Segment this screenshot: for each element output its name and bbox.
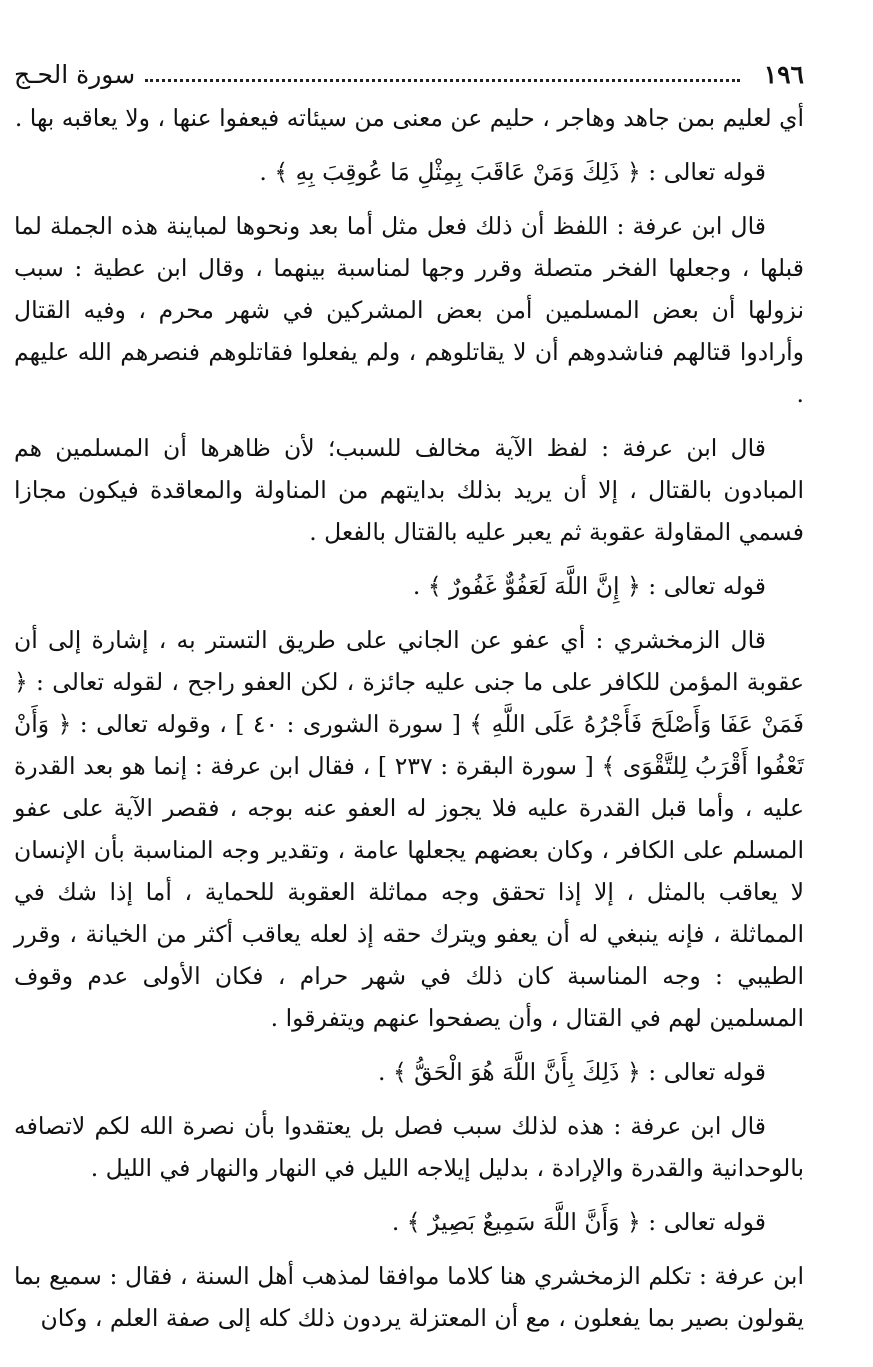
verse-heading-3: قوله تعالى : ﴿ ذَلِكَ بِأَنَّ اللَّهَ هُوَ الْحَقُّ ﴾ . <box>378 1058 766 1086</box>
header-dotted-rule <box>145 79 740 82</box>
page-number: ١٩٦ <box>763 59 804 89</box>
surah-title: سورة الحـج <box>14 59 136 89</box>
paragraph-5: قال ابن عرفة : هذه لذلك سبب فصل بل يعتقدوا بأن نصرة الله لكم لاتصافه بالوحدانية والقدرة والإرادة ، بدليل إيلاجه الليل في النهار والنهار في الليل . <box>14 1112 804 1182</box>
paragraph-3: قال ابن عرفة : لفظ الآية مخالف للسبب؛ لأن ظاهرها أن المسلمين هم المبادون بالقتال ، إلا أن يريد بذلك بدايتهم من المناولة والمعاقدة فيكون مجازا فسمي المقاولة عقوبة ثم يعبر عليه بالقتال بالفعل . <box>14 434 804 546</box>
paragraph-1: أي لعليم بمن جاهد وهاجر ، حليم عن معنى من سيئاته فيعفوا عنها ، ولا يعاقبه بها . <box>14 104 804 132</box>
verse-heading-2: قوله تعالى : ﴿ إِنَّ اللَّهَ لَعَفُوٌّ غَفُورٌ ﴾ . <box>412 572 766 600</box>
verse-heading-1: قوله تعالى : ﴿ ذَلِكَ وَمَنْ عَاقَبَ بِمِثْلِ مَا عُوقِبَ بِهِ ﴾ . <box>259 158 766 186</box>
paragraph-2: قال ابن عرفة : اللفظ أن ذلك فعل مثل أما بعد ونحوها لمباينة هذه الجملة لما قبلها ، وجعلها الفخر متصلة وقرر وجها لمناسبة بينهما ، وقال ابن عطية : سبب نزولها أن بعض المسلمين أمن بعض المشركين في شهر محرم ، وفيه القتال وأرادوا قتالهم فناشدوهم أن لا يقاتلوهم ، ولم يفعلوا فقاتلوهم فنصرهم الله عليهم . <box>14 212 804 408</box>
page-body <box>14 97 804 1351</box>
page-header <box>14 54 804 94</box>
paragraph-4: قال الزمخشري : أي عفو عن الجاني على طريق التستر به ، إشارة إلى أن عقوبة المؤمن للكافر على ما جنى عليه جائزة ، لكن العفو راجح ، لقوله تعالى : ﴿ فَمَنْ عَفَا وَأَصْلَحَ فَأَجْرُهُ عَلَى اللَّهِ ﴾ [ سورة الشورى : ٤٠ ] ، وقوله تعالى : ﴿ وَأَنْ تَعْفُوا أَقْرَبُ لِلتَّقْوَى ﴾ [ سورة البقرة : ٢٣٧ ] ، فقال ابن عرفة : إنما هو بعد القدرة عليه ، وأما قبل القدرة عليه فلا يجوز له العفو عنه بوجه ، فقصر الآية على عفو المسلم على الكافر ، وكان بعضهم يجعلها عامة ، وتقدير وجه المناسبة بأن الإنسان لا يعاقب بالمثل ، إلا إذا تحقق وجه مماثلة العقوبة للحماية ، أما إذا شك في المماثلة ، فإنه ينبغي له أن يعفو ويترك حقه إذ لعله يعاقب أكثر من الخيانة ، وقرر الطيبي : وجه المناسبة كان ذلك في شهر حرام ، فكان الأولى عدم وقوف المسلمين لهم في القتال ، وأن يصفحوا عنهم ويتفرقوا . <box>14 626 805 1032</box>
paragraph-6: ابن عرفة : تكلم الزمخشري هنا كلاما موافقا لمذهب أهل السنة ، فقال : سميع بما يقولون بصير بما يفعلون ، مع أن المعتزلة يردون ذلك كله إلى صفة العلم ، وكان <box>14 1262 804 1332</box>
verse-heading-4: قوله تعالى : ﴿ وَأَنَّ اللَّهَ سَمِيعٌ بَصِيرٌ ﴾ . <box>391 1208 766 1236</box>
